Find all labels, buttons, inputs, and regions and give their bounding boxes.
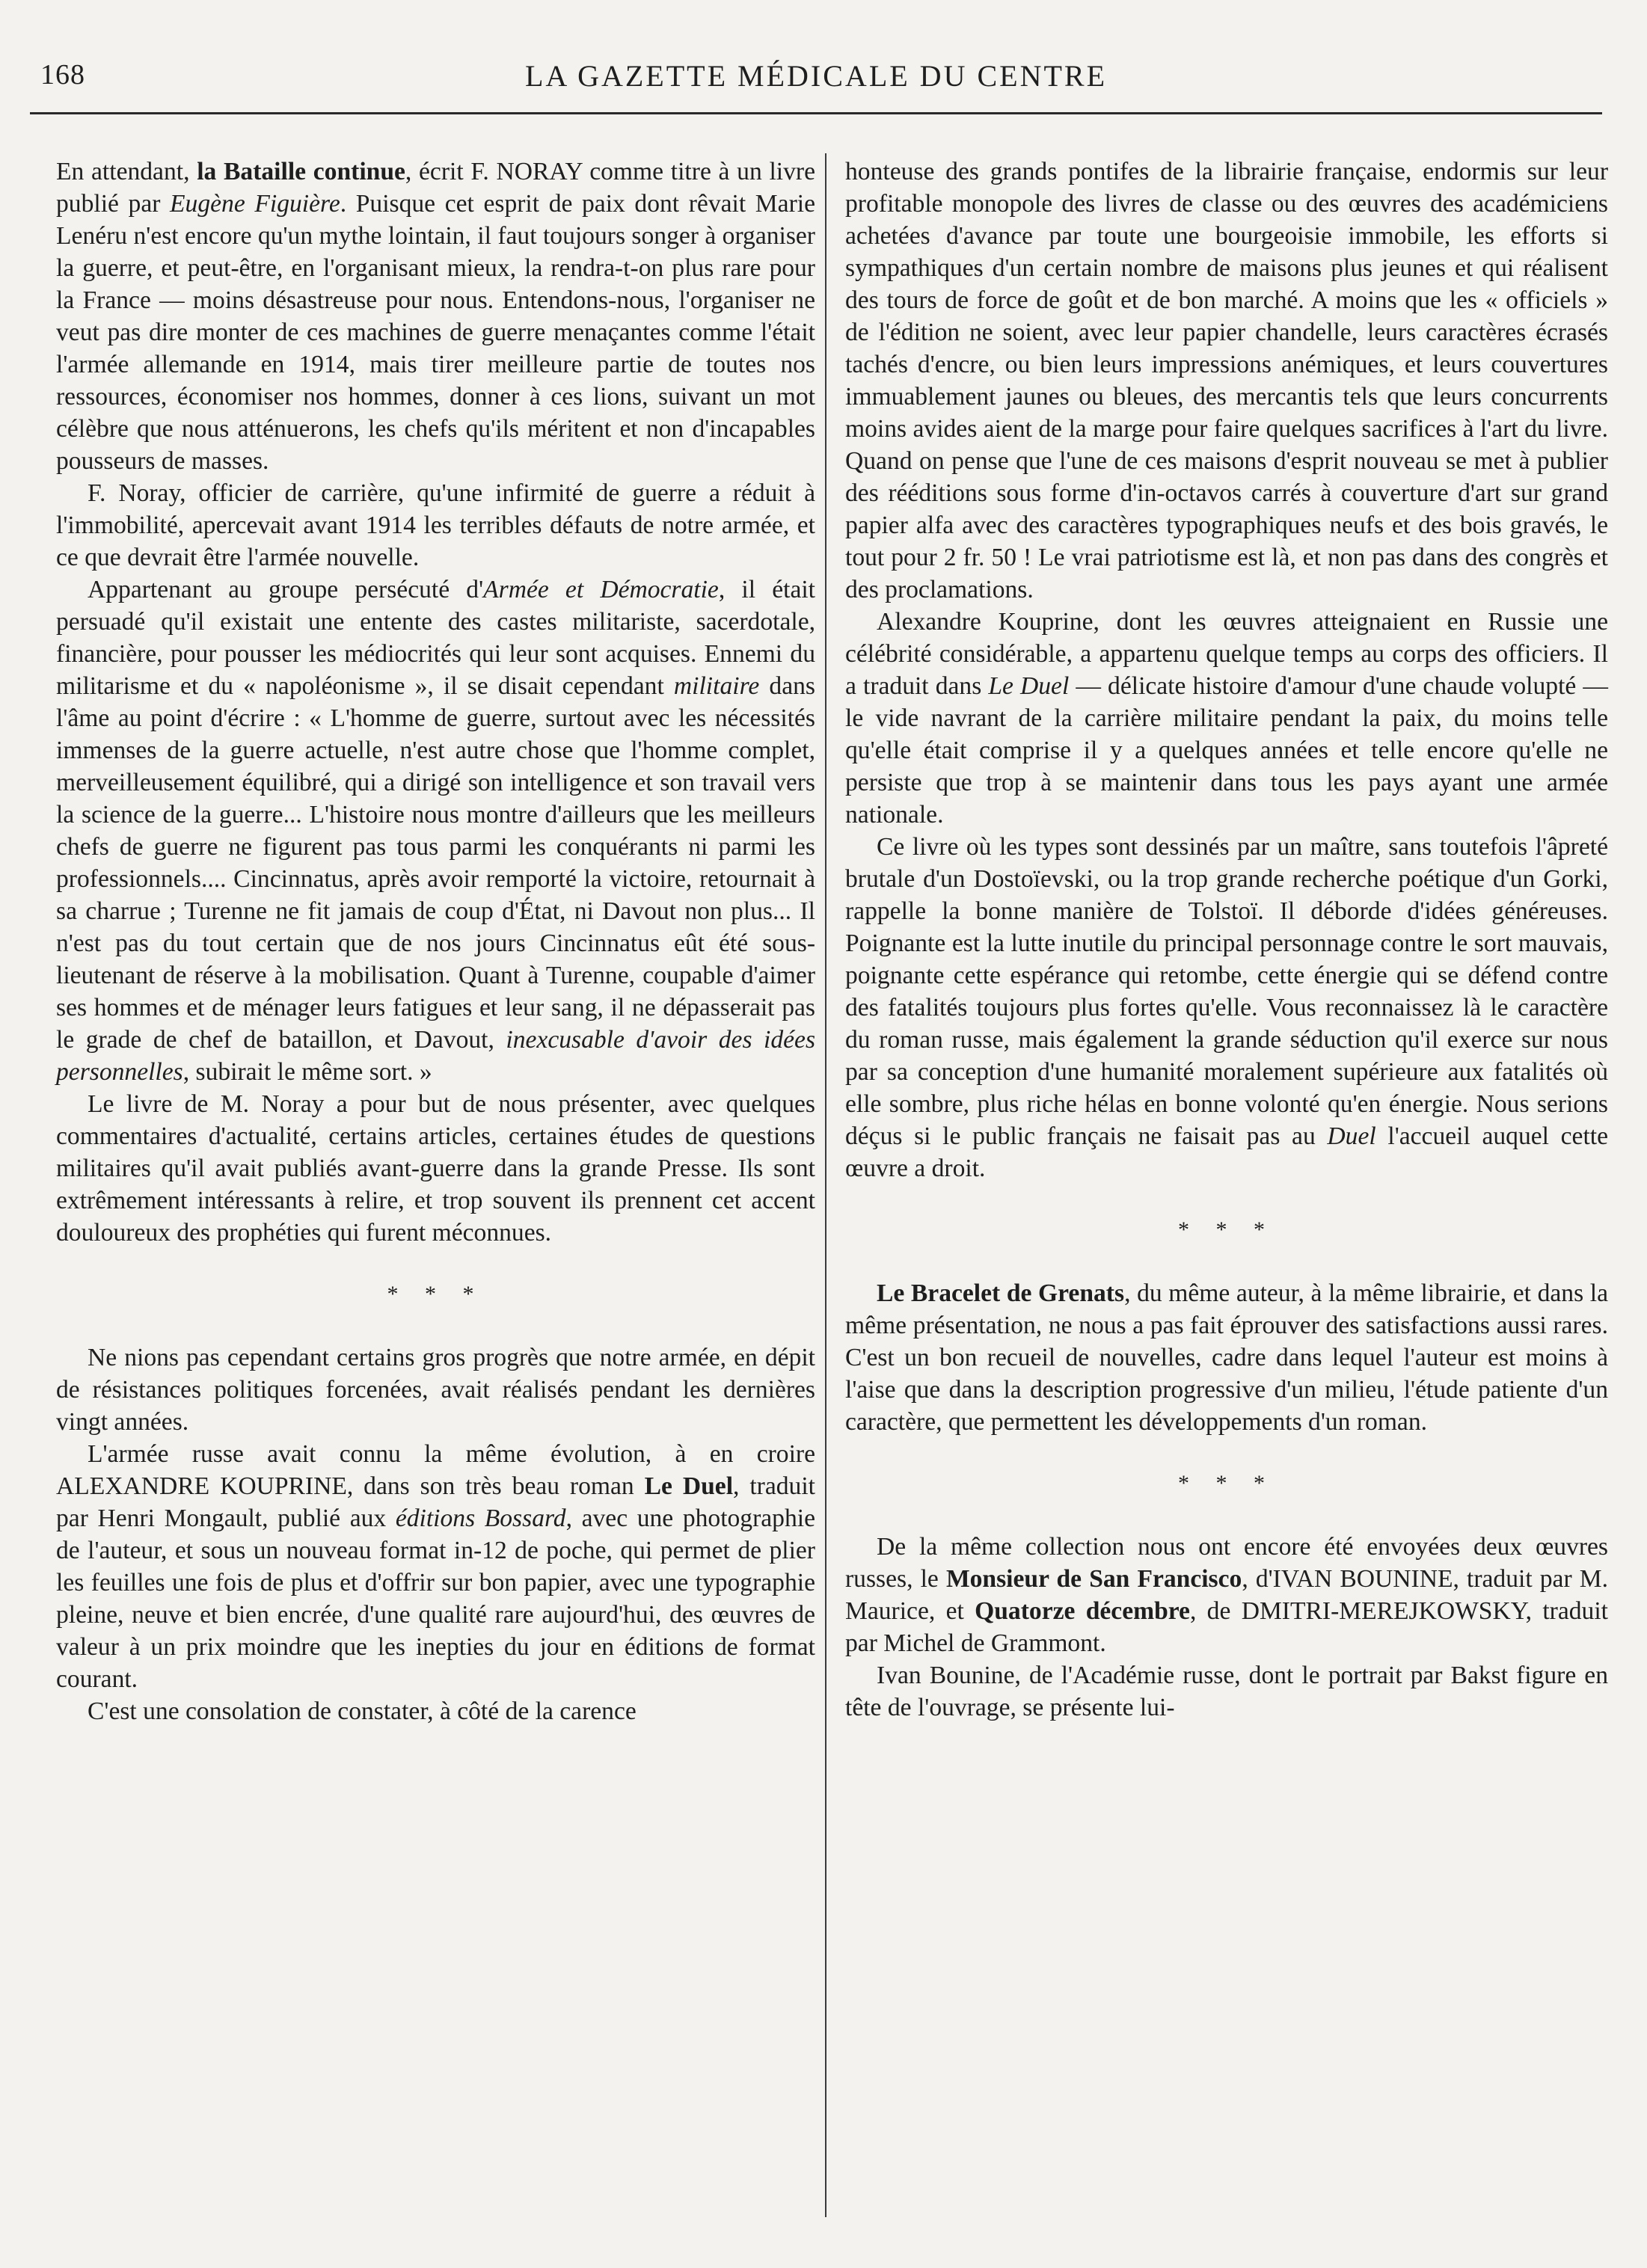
page-number: 168 xyxy=(40,59,85,90)
journal-title: LA GAZETTE MÉDICALE DU CENTRE xyxy=(524,59,1107,93)
left-column xyxy=(56,156,815,1727)
paragraph: De la même collection nous ont encore été envoyées deux œuvres russes, le Monsieur de San Francisco, d'IVAN BOUNINE, traduit par M. Maurice, et Quatorze décembre, de DMITRI-MEREJKOWSKY, traduit par Michel de Grammont. xyxy=(845,1533,1609,1657)
paragraph: Ivan Bounine, de l'Académie russe, dont le portrait par Bakst figure en tête de l'ouvrage, se présente lui- xyxy=(845,1662,1608,1721)
paragraph: En attendant, la Bataille continue, écrit F. NORAY comme titre à un livre publié par Eugène Figuière. Puisque cet esprit de paix dont rêvait Marie Lenéru n'est encore qu'un mythe lointain, il faut toujours songer à organiser la guerre, et peut-être, en l'organisant mieux, la rendra-t-on plus rare pour la France — moins désastreuse pour nous. Entendons-nous, l'organiser ne veut pas dire monter de ces machines de guerre menaçantes comme l'était l'armée allemande en 1914, mais tirer meilleure partie de toutes nos ressources, économiser nos hommes, donner à ces lions, suivant un mot célèbre que nous atténuerons, les chefs qu'ils méritent et non d'incapables pousseurs de masses. xyxy=(56,158,815,475)
right-column xyxy=(845,156,1608,1724)
paragraph: Ce livre où les types sont dessinés par un maître, sans toutefois l'âpreté brutale d'un Dostoïevski, ou la trop grande recherche poétique d'un Gorki, rappelle la bonne manière de Tolstoï. Il déborde d'idées généreuses. Poignante est la lutte inutile du principal personnage contre le sort mauvais, poignante cette espérance qui retombe, cette énergie qui se défend contre des fatalités toujours plus fortes qu'elle. Vous reconnaissez là le caractère du roman russe, mais également la grande séduction qu'il exerce sur nous par sa conception d'une humanité moralement supérieure aux fatalités où elle sombre, plus riche hélas en bonne volonté qu'en énergie. Nous serions déçus si le public français ne faisait pas au Duel l'accueil auquel cette œuvre a droit. xyxy=(845,833,1609,1182)
column-divider xyxy=(825,153,826,2217)
section-separator: * * * xyxy=(387,1282,485,1306)
header-rule xyxy=(30,112,1602,114)
paragraph: Ne nions pas cependant certains gros progrès que notre armée, en dépit de résistances politiques forcenées, avait réalisés pendant les dernières vingt années. xyxy=(56,1344,815,1436)
paragraph: Alexandre Kouprine, dont les œuvres atteignaient en Russie une célébrité considérable, a appartenu quelque temps au corps des officiers. Il a traduit dans Le Duel — délicate histoire d'amour d'une chaude volupté — le vide navrant de la carrière militaire pendant la paix, du moins telle qu'elle était comprise il y a quelques années et telle encore qu'elle ne persiste que trop à se maintenir dans tous les pays ayant une armée nationale. xyxy=(845,608,1608,829)
running-head xyxy=(30,58,1602,103)
paragraph: L'armée russe avait connu la même évolution, à en croire ALEXANDRE KOUPRINE, dans son très beau roman Le Duel, traduit par Henri Mongault, publié aux éditions Bossard, avec une photographie de l'auteur, et sous un nouveau format in-12 de poche, qui permet de plier les feuilles une fois de plus et d'offrir sur bon papier, avec une typographie pleine, neuve et bien encrée, d'une qualité rare aujourd'hui, des œuvres de valeur à un prix moindre que les inepties du jour en éditions de format courant. xyxy=(56,1440,815,1693)
paragraph: honteuse des grands pontifes de la librairie française, endormis sur leur profitable monopole des livres de classe ou des œuvres des académiciens achetées d'avance par toute une bourgeoisie immobile, les efforts si sympathiques d'un certain nombre de maisons plus jeunes et qui réalisent des tours de force de goût et de bon marché. A moins que les « officiels » de l'édition ne soient, avec leur papier chandelle, leurs caractères écrasés tachés d'encre, ou bien leurs impressions anémiques, et leurs couvertures immuablement jaunes ou bleues, des mercantis tels que leurs concurrents moins avides aient de la marge pour faire quelques sacrifices à l'art du livre. Quand on pense que l'une de ces maisons d'esprit nouveau se met à publier des rééditions sous forme d'in-octavos carrés à couverture d'art sur grand papier alfa avec des caractères typographiques neufs et des bois gravés, le tout pour 2 fr. 50 ! Le vrai patriotisme est là, et non pas dans des congrès et des proclamations. xyxy=(845,158,1608,603)
section-separator: * * * xyxy=(1178,1471,1275,1496)
paragraph: Appartenant au groupe persécuté d'Armée et Démocratie, il était persuadé qu'il existait une entente des castes militariste, sacerdotale, financière, pour pousser les médiocrités qui leur sont acquises. Ennemi du militarisme et du « napoléonisme », il se disait cependant militaire dans l'âme au point d'écrire : « L'homme de guerre, surtout avec les nécessités immenses de la guerre actuelle, n'est autre chose que l'homme complet, merveilleusement équilibré, qui a dirigé son intelligence et son travail vers la science de la guerre... L'histoire nous montre d'ailleurs que les meilleurs chefs de guerre ne figurent pas tous parmi les conquérants ni parmi les professionnels.... Cincinnatus, après avoir remporté la victoire, retournait à sa charrue ; Turenne ne fit jamais de coup d'État, ni Davout non plus... Il n'est pas du tout certain que de nos jours Cincinnatus eût été sous-lieutenant de réserve à la mobilisation. Quant à Turenne, coupable d'aimer ses hommes et de ménager leurs fatigues et leur sang, il ne dépasserait pas le grade de chef de bataillon, et Davout, inexcusable d'avoir des idées personnelles, subirait le même sort. » xyxy=(56,576,816,1086)
paragraph: C'est une consolation de constater, à côté de la carence xyxy=(88,1697,637,1725)
paragraph: Le livre de M. Noray a pour but de nous présenter, avec quelques commentaires d'actualité, certains articles, certaines études de questions militaires qu'il avait publiés avant-guerre dans la grande Presse. Ils sont extrêmement intéressants à relire, et trop souvent ils prennent cet accent douloureux des prophéties qui furent méconnues. xyxy=(56,1090,815,1247)
section-separator: * * * xyxy=(1178,1217,1275,1242)
paragraph: Le Bracelet de Grenats, du même auteur, à la même librairie, et dans la même présentation, ne nous a pas fait éprouver des satisfactions aussi rares. C'est un bon recueil de nouvelles, cadre dans lequel l'auteur est moins à l'aise que dans la description progressive d'un milieu, l'étude patiente d'un caractère, que permettent les développements d'un roman. xyxy=(845,1279,1608,1436)
paragraph: F. Noray, officier de carrière, qu'une infirmité de guerre a réduit à l'immobilité, apercevait avant 1914 les terribles défauts de notre armée, et ce que devrait être l'armée nouvelle. xyxy=(56,479,815,571)
